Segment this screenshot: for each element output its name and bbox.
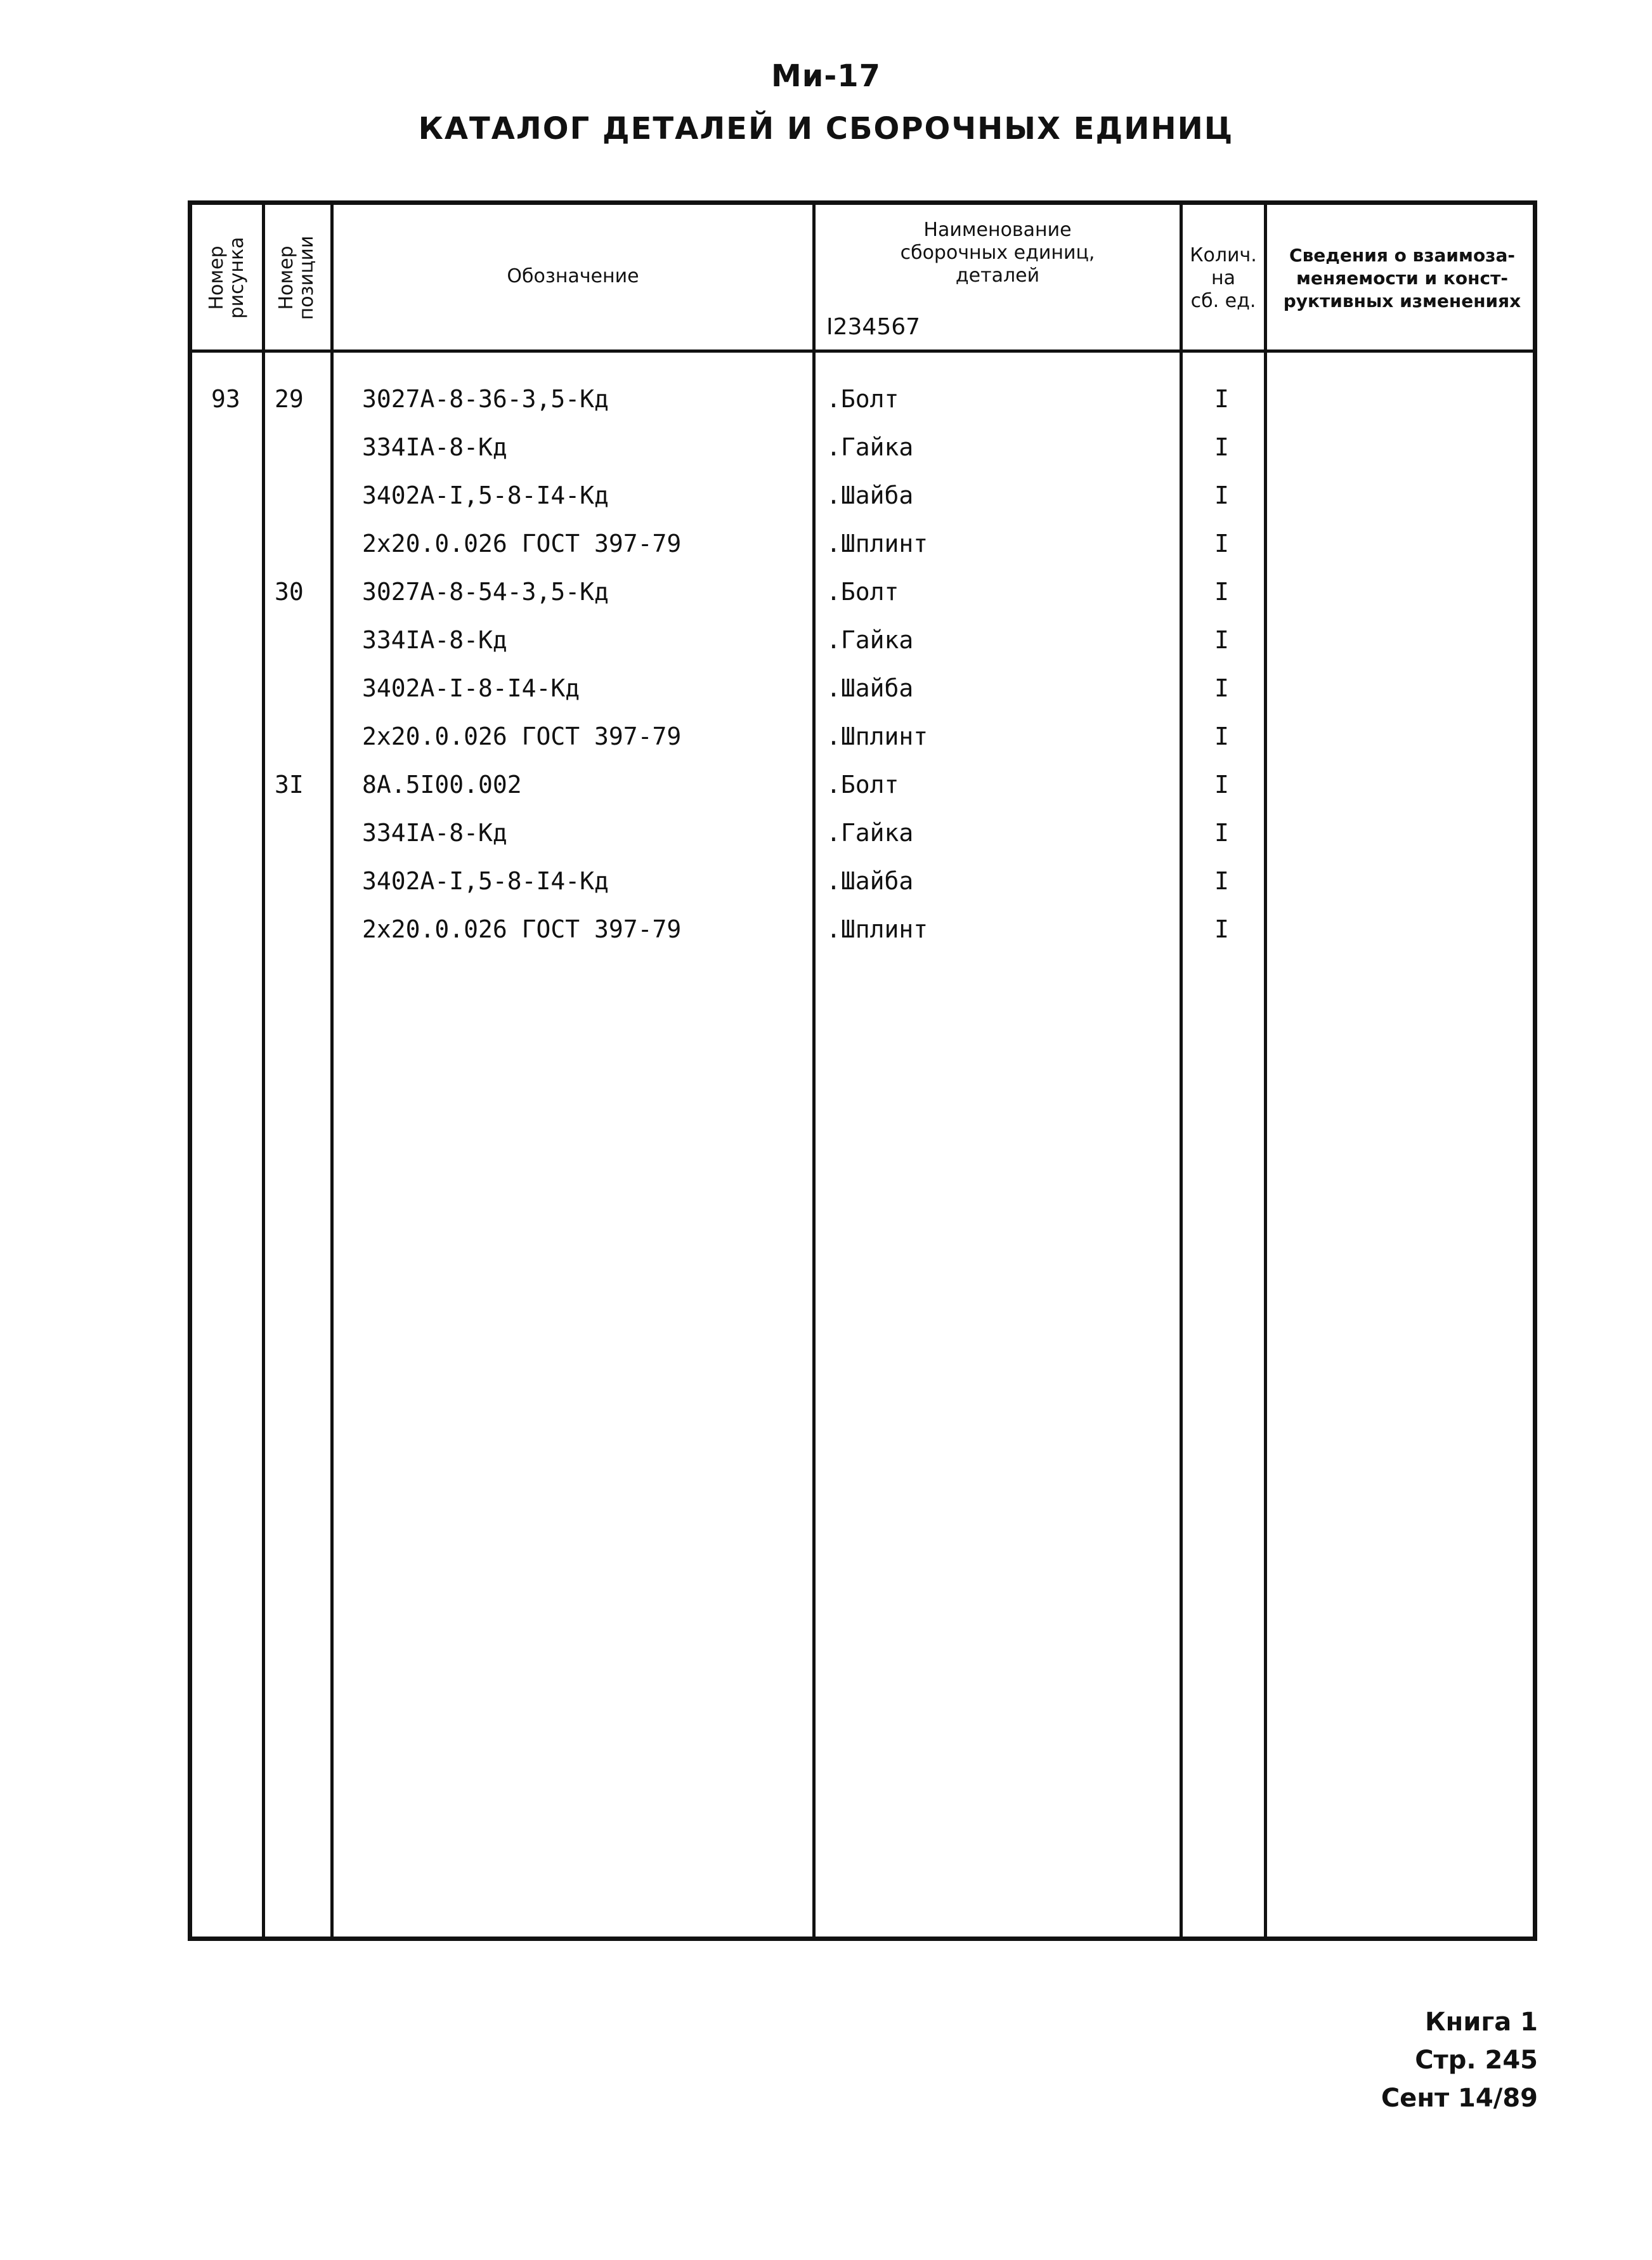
cell-qty: I [1214,771,1229,799]
cell-name: .Шплинт [826,530,928,558]
cell-name: .Шплинт [826,915,928,943]
header-designation: Обозначение [507,265,639,287]
cell-qty: I [1214,722,1229,750]
cell-designation: 2х20.0.026 ГОСТ 397-79 [362,722,682,750]
cell-name: .Болт [826,578,899,606]
cell-position: 30 [275,578,304,606]
cell-figure: 93 [211,385,240,413]
cell-qty: I [1214,481,1229,509]
cell-name: .Болт [826,385,899,413]
header-position-number: Номер позиции [275,235,318,320]
cell-name: .Гайка [826,819,914,847]
cell-name: .Шплинт [826,722,928,750]
table-row [192,905,1533,953]
header-qty: Колич. на сб. ед. [1190,244,1257,312]
header-name: Наименование сборочных единиц, деталей [900,219,1095,287]
cell-name: .Шайба [826,674,914,702]
cell-qty: I [1214,626,1229,654]
cell-qty: I [1214,433,1229,461]
cell-qty: I [1214,385,1229,413]
footer-date: Сент 14/89 [1381,2084,1538,2113]
cell-qty: I [1214,530,1229,558]
cell-qty: I [1214,819,1229,847]
table-row [192,712,1533,761]
footer-page: Стр. 245 [1415,2046,1538,2075]
table-row [192,809,1533,857]
cell-name: .Шайба [826,481,914,509]
header-name-digits: I234567 [826,314,921,340]
table-row [192,519,1533,568]
cell-designation: 334IА-8-Кд [362,626,507,654]
table-row [192,761,1533,809]
table-row [192,616,1533,664]
cell-designation: 3027А-8-36-3,5-Кд [362,385,609,413]
cell-qty: I [1214,867,1229,895]
catalog-title: КАТАЛОГ ДЕТАЛЕЙ И СБОРОЧНЫХ ЕДИНИЦ [418,111,1234,147]
cell-qty: I [1214,674,1229,702]
cell-designation: 2х20.0.026 ГОСТ 397-79 [362,915,682,943]
cell-qty: I [1214,915,1229,943]
header-divider [192,349,1533,353]
cell-name: .Гайка [826,433,914,461]
header-interchange: Сведения о взаимоза- меняемости и конст- руктивных изменениях [1283,245,1521,311]
model-title: Ми-17 [771,58,881,94]
cell-position: 29 [275,385,304,413]
cell-designation: 3027А-8-54-3,5-Кд [362,578,609,606]
cell-qty: I [1214,578,1229,606]
table-row [192,568,1533,616]
table-row [192,375,1533,423]
cell-designation: 334IА-8-Кд [362,433,507,461]
cell-designation: 2х20.0.026 ГОСТ 397-79 [362,530,682,558]
table-row [192,857,1533,905]
header-figure-number: Номер рисунка [205,237,248,319]
cell-designation: 3402А-I,5-8-I4-Кд [362,481,609,509]
footer-book: Книга 1 [1424,2008,1538,2037]
cell-designation: 8А.5I00.002 [362,771,522,799]
cell-designation: 3402А-I-8-I4-Кд [362,674,580,702]
table-row [192,423,1533,471]
table-row [192,664,1533,712]
cell-designation: 3402А-I,5-8-I4-Кд [362,867,609,895]
cell-name: .Шайба [826,867,914,895]
cell-name: .Болт [826,771,899,799]
table-row [192,471,1533,519]
cell-name: .Гайка [826,626,914,654]
parts-table [188,200,1537,1941]
cell-position: 3I [275,771,304,799]
cell-designation: 334IА-8-Кд [362,819,507,847]
